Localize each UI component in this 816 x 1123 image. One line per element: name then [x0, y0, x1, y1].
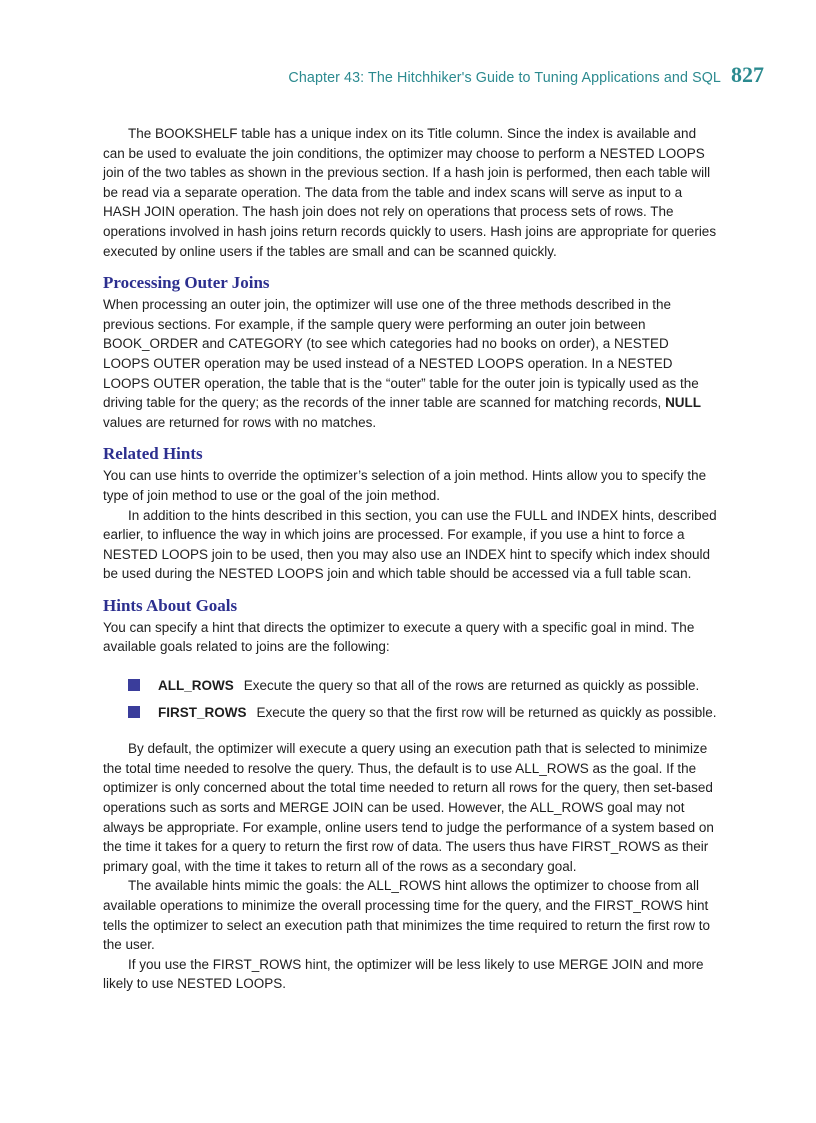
chapter-title: Chapter 43: The Hitchhiker's Guide to Tuning Applications and SQL	[288, 70, 721, 86]
bullet-text: Execute the query so that all of the rows are returned as quickly as possible.	[243, 678, 700, 694]
goals-paragraph-3: If you use the FIRST_ROWS hint, the optimizer will be less likely to use MERGE JOIN and more likely to use NESTED LOOPS.	[103, 956, 704, 992]
null-keyword: NULL	[665, 395, 702, 411]
heading-related-hints: Related Hints	[103, 444, 203, 464]
heading-processing-outer-joins: Processing Outer Joins	[103, 273, 270, 293]
intro-paragraph: The BOOKSHELF table has a unique index on its Title column. Since the index is available and can be used to evaluate the join conditions, the optimizer may choose to perform a NESTED LOOPS join of the two tables as shown in the previous section. If a hash join is performed, then each table will be read via a separate operation. The data from the table and index scans will serve as input to a HASH JOIN operation. The hash join does not rely on operations that process sets of rows. The operations involved in hash joins return records quickly to users. Hash joins are appropriate for queries executed by online users if the tables are small and can be scanned quickly.	[103, 126, 717, 259]
heading-hints-about-goals: Hints About Goals	[103, 595, 238, 615]
running-header	[288, 62, 764, 88]
bullet-square-icon	[128, 679, 140, 691]
outer-joins-text-after: values are returned for rows with no matches.	[103, 414, 377, 430]
related-hints-paragraph-1: You can use hints to override the optimizer’s selection of a join method. Hints allow you to specify the type of join method to use or the goal of the join method.	[103, 468, 707, 503]
page-body	[103, 124, 717, 994]
goals-list	[128, 676, 717, 722]
list-item	[128, 703, 717, 723]
bullet-term: ALL_ROWS	[158, 678, 234, 694]
related-hints-paragraph-2: In addition to the hints described in this section, you can use the FULL and INDEX hints, described earlier, to influence the way in which joins are processed. For example, if you use a hint to force a NESTED LOOPS join to be used, then you may also use an INDEX hint to specify which index should be used during the NESTED LOOPS join and which table should be accessed via a full table scan.	[103, 507, 717, 582]
outer-joins-text-before: When processing an outer join, the optimizer will use one of the three methods described in the previous sections. For example, if the sample query were performing an outer join between BOOK_ORDER and CATEGORY (to see which categories had no books on order), a NESTED LOOPS OUTER operation may be used instead of a NESTED LOOPS operation. In a NESTED LOOPS OUTER operation, the table that is the “outer” table for the outer join is typically used as the driving table for the query; as the records of the inner table are scanned for matching records,	[103, 297, 699, 411]
goals-paragraph-1: By default, the optimizer will execute a query using an execution path that is selected to minimize the total time needed to resolve the query. Thus, the default is to use ALL_ROWS as the goal. If the optimizer is only concerned about the total time needed to return all rows for the query, then set-based operations such as sorts and MERGE JOIN can be used. However, the ALL_ROWS goal may not always be appropriate. For example, online users tend to judge the performance of a system based on the time it takes for a query to return the first row of data. The users thus have FIRST_ROWS as their primary goal, with the time it takes to return all of the rows as a secondary goal.	[103, 741, 714, 874]
hints-about-goals-intro: You can specify a hint that directs the optimizer to execute a query with a specific goal in mind. The available goals related to joins are the following:	[103, 619, 695, 655]
bullet-term: FIRST_ROWS	[158, 704, 247, 720]
bullet-text: Execute the query so that the first row will be returned as quickly as possible.	[256, 704, 717, 720]
bullet-square-icon	[128, 706, 140, 718]
outer-joins-paragraph	[103, 295, 717, 432]
goals-paragraph-2: The available hints mimic the goals: the ALL_ROWS hint allows the optimizer to choose from all available operations to minimize the overall processing time for the query, and the FIRST_ROWS hint tells the optimizer to select an execution path that minimizes the time required to return the first row to the user.	[103, 878, 711, 953]
page-number: 827	[731, 62, 764, 87]
list-item	[128, 676, 717, 696]
